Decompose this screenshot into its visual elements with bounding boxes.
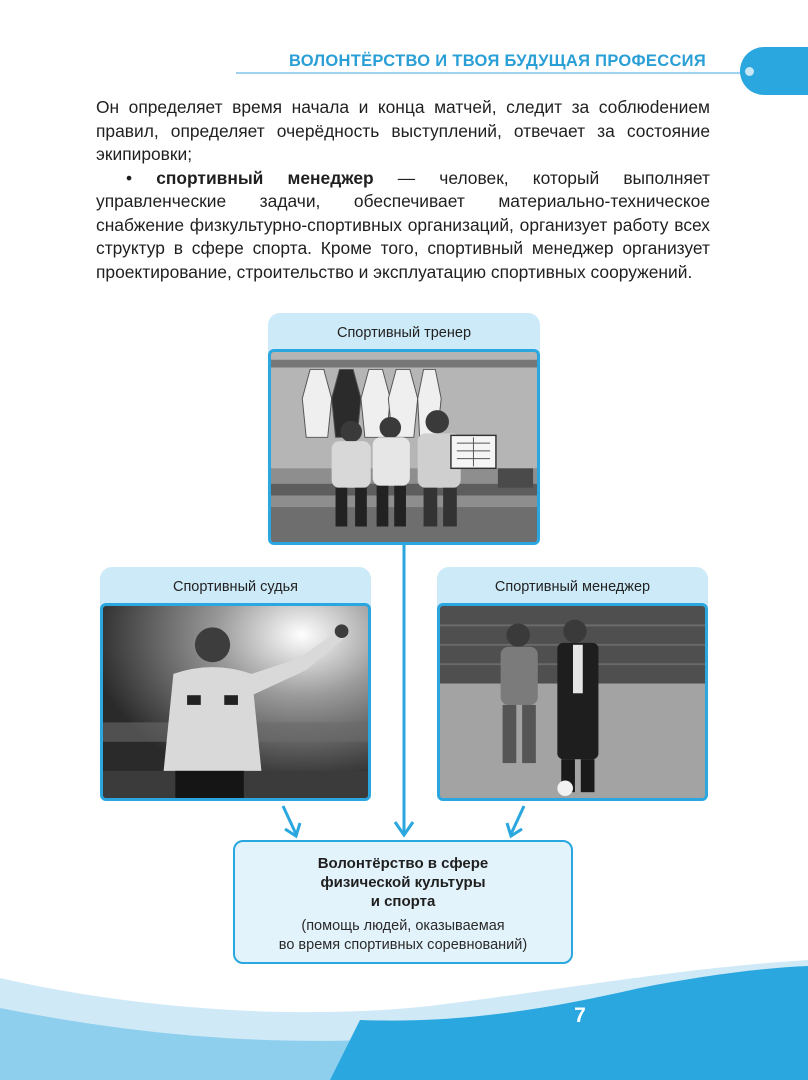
- card-label: Спортивный судья: [100, 567, 371, 607]
- paragraph-sport-manager: [96, 167, 710, 285]
- term-sport-manager: спортивный менеджер: [156, 167, 374, 188]
- result-title: Волонтёрство в сфере физической культуры и спорта: [317, 855, 489, 910]
- bottom-wave-decoration: [0, 960, 808, 1080]
- card-label: Спортивный тренер: [268, 313, 540, 353]
- result-box-volunteering: [233, 840, 573, 964]
- body-text: [96, 96, 710, 284]
- definition-sport-manager: — человек, который выполняет управленческие задачи, обеспечивает материально-техническое снабжение физкультурно-спортивных организаций, организует работу всех структур в сфере спорта. Кроме того, спортивный менеджер организует проектирование, строительство и эксплуатацию спортивных сооружений.: [96, 167, 710, 282]
- manager-handshake-photo-icon: [437, 603, 708, 801]
- paragraph-referee-duties: Он определяет время начала и конца матчей, следит за соблюdением правил, определяет очерёдность выступлений, отвечает за состояние экипировки;: [96, 97, 710, 164]
- running-header: ВОЛОНТЁРСТВО И ТВОЯ БУДУЩАЯ ПРОФЕССИЯ: [288, 52, 706, 70]
- bullet-icon: •: [126, 167, 133, 188]
- header-dot-decoration: [745, 67, 754, 76]
- card-label: Спортивный менеджер: [437, 567, 708, 607]
- referee-photo-icon: [100, 603, 371, 801]
- card-sport-coach: [268, 313, 540, 545]
- header-rule: [236, 72, 746, 74]
- result-subtitle: (помощь людей, оказываемая во время спортивных соревнований): [278, 918, 528, 953]
- hockey-locker-room-photo-icon: [268, 349, 540, 545]
- card-sport-referee: [100, 567, 371, 801]
- card-sport-manager: [437, 567, 708, 801]
- page-number: 7: [574, 1004, 586, 1027]
